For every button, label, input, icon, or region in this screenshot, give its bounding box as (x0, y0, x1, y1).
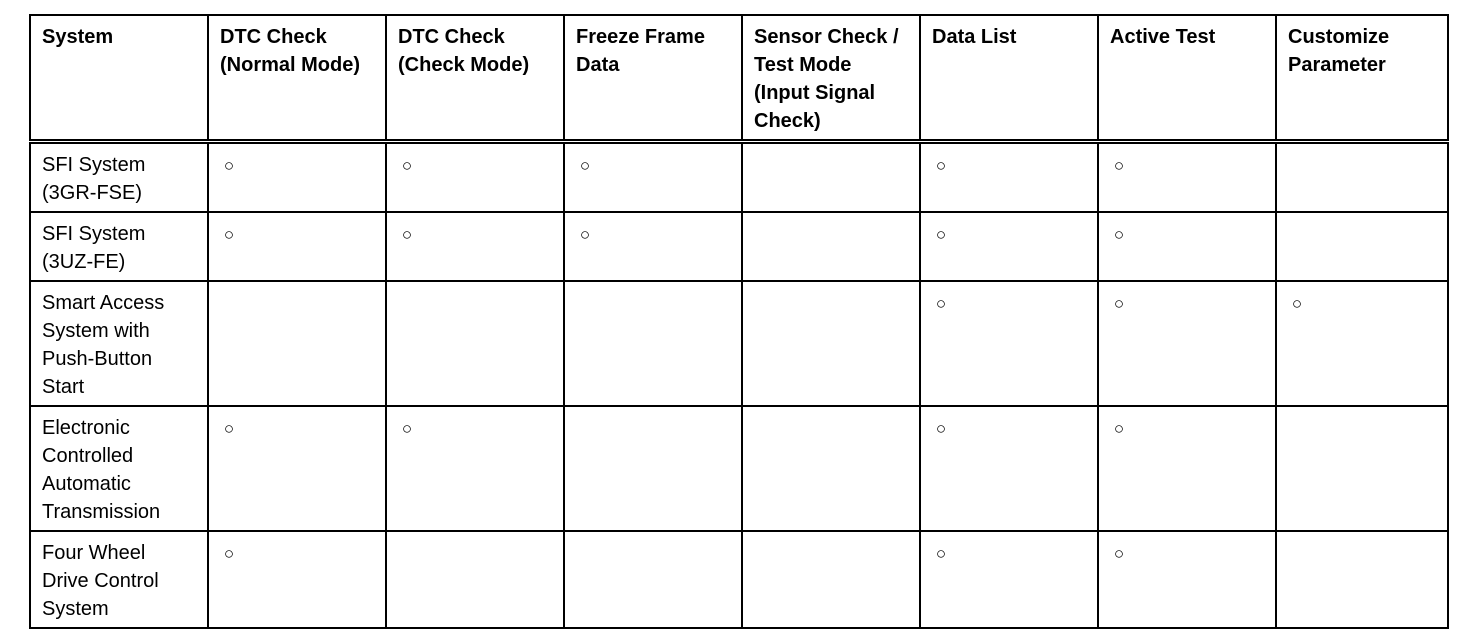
system-name-cell: SFI System (3GR-FSE) (30, 142, 208, 213)
function-cell (386, 281, 564, 406)
supported-mark: ○ (401, 419, 413, 438)
table-row (30, 531, 1448, 628)
table-row (30, 142, 1448, 213)
function-cell (208, 406, 386, 531)
header-row (30, 15, 1448, 142)
function-cell (920, 142, 1098, 213)
diagnostic-function-table (29, 14, 1449, 629)
supported-mark: ○ (401, 225, 413, 244)
supported-mark: ○ (1113, 225, 1125, 244)
function-cell (564, 212, 742, 281)
supported-mark (577, 295, 593, 311)
supported-mark (399, 295, 415, 311)
function-cell (742, 531, 920, 628)
supported-mark: ○ (1113, 294, 1125, 313)
function-cell (742, 281, 920, 406)
supported-mark (221, 295, 237, 311)
system-name-cell: Smart Access System with Push-Button Start (30, 281, 208, 406)
supported-mark: ○ (223, 419, 235, 438)
supported-mark: ○ (1113, 544, 1125, 563)
function-cell (1276, 212, 1448, 281)
system-name-cell: Electronic Controlled Automatic Transmission (30, 406, 208, 531)
function-cell (564, 281, 742, 406)
function-cell (1098, 142, 1276, 213)
supported-mark: ○ (223, 544, 235, 563)
supported-mark: ○ (935, 156, 947, 175)
function-cell (920, 212, 1098, 281)
function-cell (1276, 531, 1448, 628)
header-data-list: Data List (920, 15, 1098, 142)
supported-mark (1289, 157, 1305, 173)
supported-mark: ○ (579, 156, 591, 175)
function-cell (1098, 281, 1276, 406)
header-dtc-check-normal: DTC Check (Normal Mode) (208, 15, 386, 142)
function-cell (1098, 212, 1276, 281)
function-cell (742, 406, 920, 531)
supported-mark: ○ (401, 156, 413, 175)
function-cell (208, 531, 386, 628)
supported-mark: ○ (935, 225, 947, 244)
supported-mark: ○ (935, 294, 947, 313)
header-system: System (30, 15, 208, 142)
function-cell (208, 281, 386, 406)
function-cell (564, 531, 742, 628)
table-body (30, 142, 1448, 629)
function-cell (386, 212, 564, 281)
supported-mark (755, 420, 771, 436)
supported-mark (755, 226, 771, 242)
function-cell (1098, 531, 1276, 628)
system-name-cell: SFI System (3UZ-FE) (30, 212, 208, 281)
function-cell (564, 142, 742, 213)
supported-mark: ○ (223, 225, 235, 244)
table-row (30, 406, 1448, 531)
supported-mark (1289, 420, 1305, 436)
function-cell (920, 281, 1098, 406)
supported-mark (577, 545, 593, 561)
supported-mark: ○ (579, 225, 591, 244)
header-active-test: Active Test (1098, 15, 1276, 142)
function-cell (920, 531, 1098, 628)
header-customize-parameter: Customize Parameter (1276, 15, 1448, 142)
header-dtc-check-check: DTC Check (Check Mode) (386, 15, 564, 142)
supported-mark (577, 420, 593, 436)
function-cell (1276, 281, 1448, 406)
function-cell (208, 212, 386, 281)
table-row (30, 212, 1448, 281)
function-cell (386, 406, 564, 531)
supported-mark (755, 545, 771, 561)
function-cell (920, 406, 1098, 531)
supported-mark (755, 157, 771, 173)
function-cell (208, 142, 386, 213)
table-header (30, 15, 1448, 142)
supported-mark (755, 295, 771, 311)
supported-mark: ○ (1113, 156, 1125, 175)
function-cell (1276, 142, 1448, 213)
supported-mark: ○ (1291, 294, 1303, 313)
supported-mark (1289, 226, 1305, 242)
system-name-cell: Four Wheel Drive Control System (30, 531, 208, 628)
supported-mark: ○ (223, 156, 235, 175)
supported-mark: ○ (935, 544, 947, 563)
header-freeze-frame: Freeze Frame Data (564, 15, 742, 142)
function-cell (564, 406, 742, 531)
supported-mark (1289, 545, 1305, 561)
header-sensor-check: Sensor Check / Test Mode (Input Signal Check) (742, 15, 920, 142)
function-cell (1276, 406, 1448, 531)
supported-mark: ○ (935, 419, 947, 438)
function-cell (742, 212, 920, 281)
table-row (30, 281, 1448, 406)
supported-mark (399, 545, 415, 561)
function-cell (386, 142, 564, 213)
function-cell (742, 142, 920, 213)
function-cell (386, 531, 564, 628)
supported-mark: ○ (1113, 419, 1125, 438)
function-cell (1098, 406, 1276, 531)
